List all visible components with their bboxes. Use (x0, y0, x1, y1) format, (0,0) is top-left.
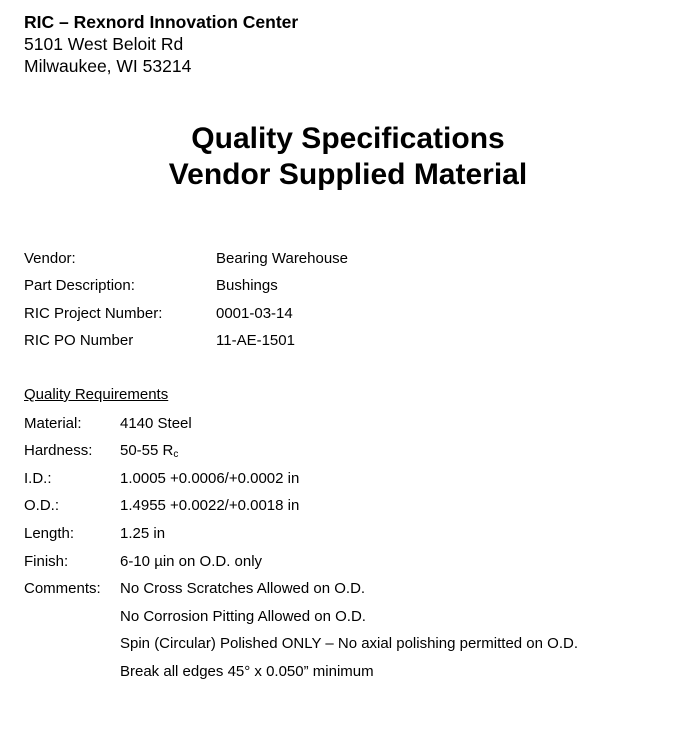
organization-name: RIC – Rexnord Innovation Center (24, 12, 299, 32)
id-label: I.D.: (24, 470, 52, 487)
hardness-value (120, 442, 178, 464)
vendor-value: Bearing Warehouse (216, 250, 349, 267)
comment-line: No Cross Scratches Allowed on O.D. (120, 580, 366, 597)
finish-label: Finish: (24, 553, 69, 570)
po-number-label: RIC PO Number (24, 332, 134, 349)
finish-value: 6-10 µin on O.D. only (120, 553, 263, 570)
project-number-label: RIC Project Number: (24, 305, 163, 322)
comment-line: No Corrosion Pitting Allowed on O.D. (120, 608, 366, 625)
comments-label: Comments: (24, 580, 101, 597)
address-block (24, 11, 298, 77)
od-label: O.D.: (24, 497, 60, 514)
part-description-label: Part Description: (24, 277, 135, 294)
po-number-value: 11-AE-1501 (216, 332, 295, 349)
material-value: 4140 Steel (120, 415, 192, 432)
document-title-line-1: Quality Specifications (191, 122, 505, 155)
street-address: 5101 West Beloit Rd (24, 34, 184, 54)
od-value: 1.4955 +0.0022/+0.0018 in (120, 497, 300, 514)
city-state-zip: Milwaukee, WI 53214 (24, 56, 192, 76)
length-label: Length: (24, 525, 75, 542)
hardness-value-text: 50-55 R (120, 442, 174, 459)
length-value: 1.25 in (120, 525, 166, 542)
quality-requirements-heading: Quality Requirements (24, 386, 169, 403)
vendor-label: Vendor: (24, 250, 76, 267)
document-title-line-2: Vendor Supplied Material (168, 158, 528, 191)
part-description-value: Bushings (216, 277, 278, 294)
comment-line: Spin (Circular) Polished ONLY – No axial polishing permitted on O.D. (120, 635, 578, 652)
hardness-label: Hardness: (24, 442, 93, 459)
project-number-value: 0001-03-14 (216, 305, 293, 322)
hardness-scale-subscript: c (173, 449, 179, 460)
material-label: Material: (24, 415, 82, 432)
id-value: 1.0005 +0.0006/+0.0002 in (120, 470, 300, 487)
comment-line: Break all edges 45° x 0.050” minimum (120, 663, 374, 680)
